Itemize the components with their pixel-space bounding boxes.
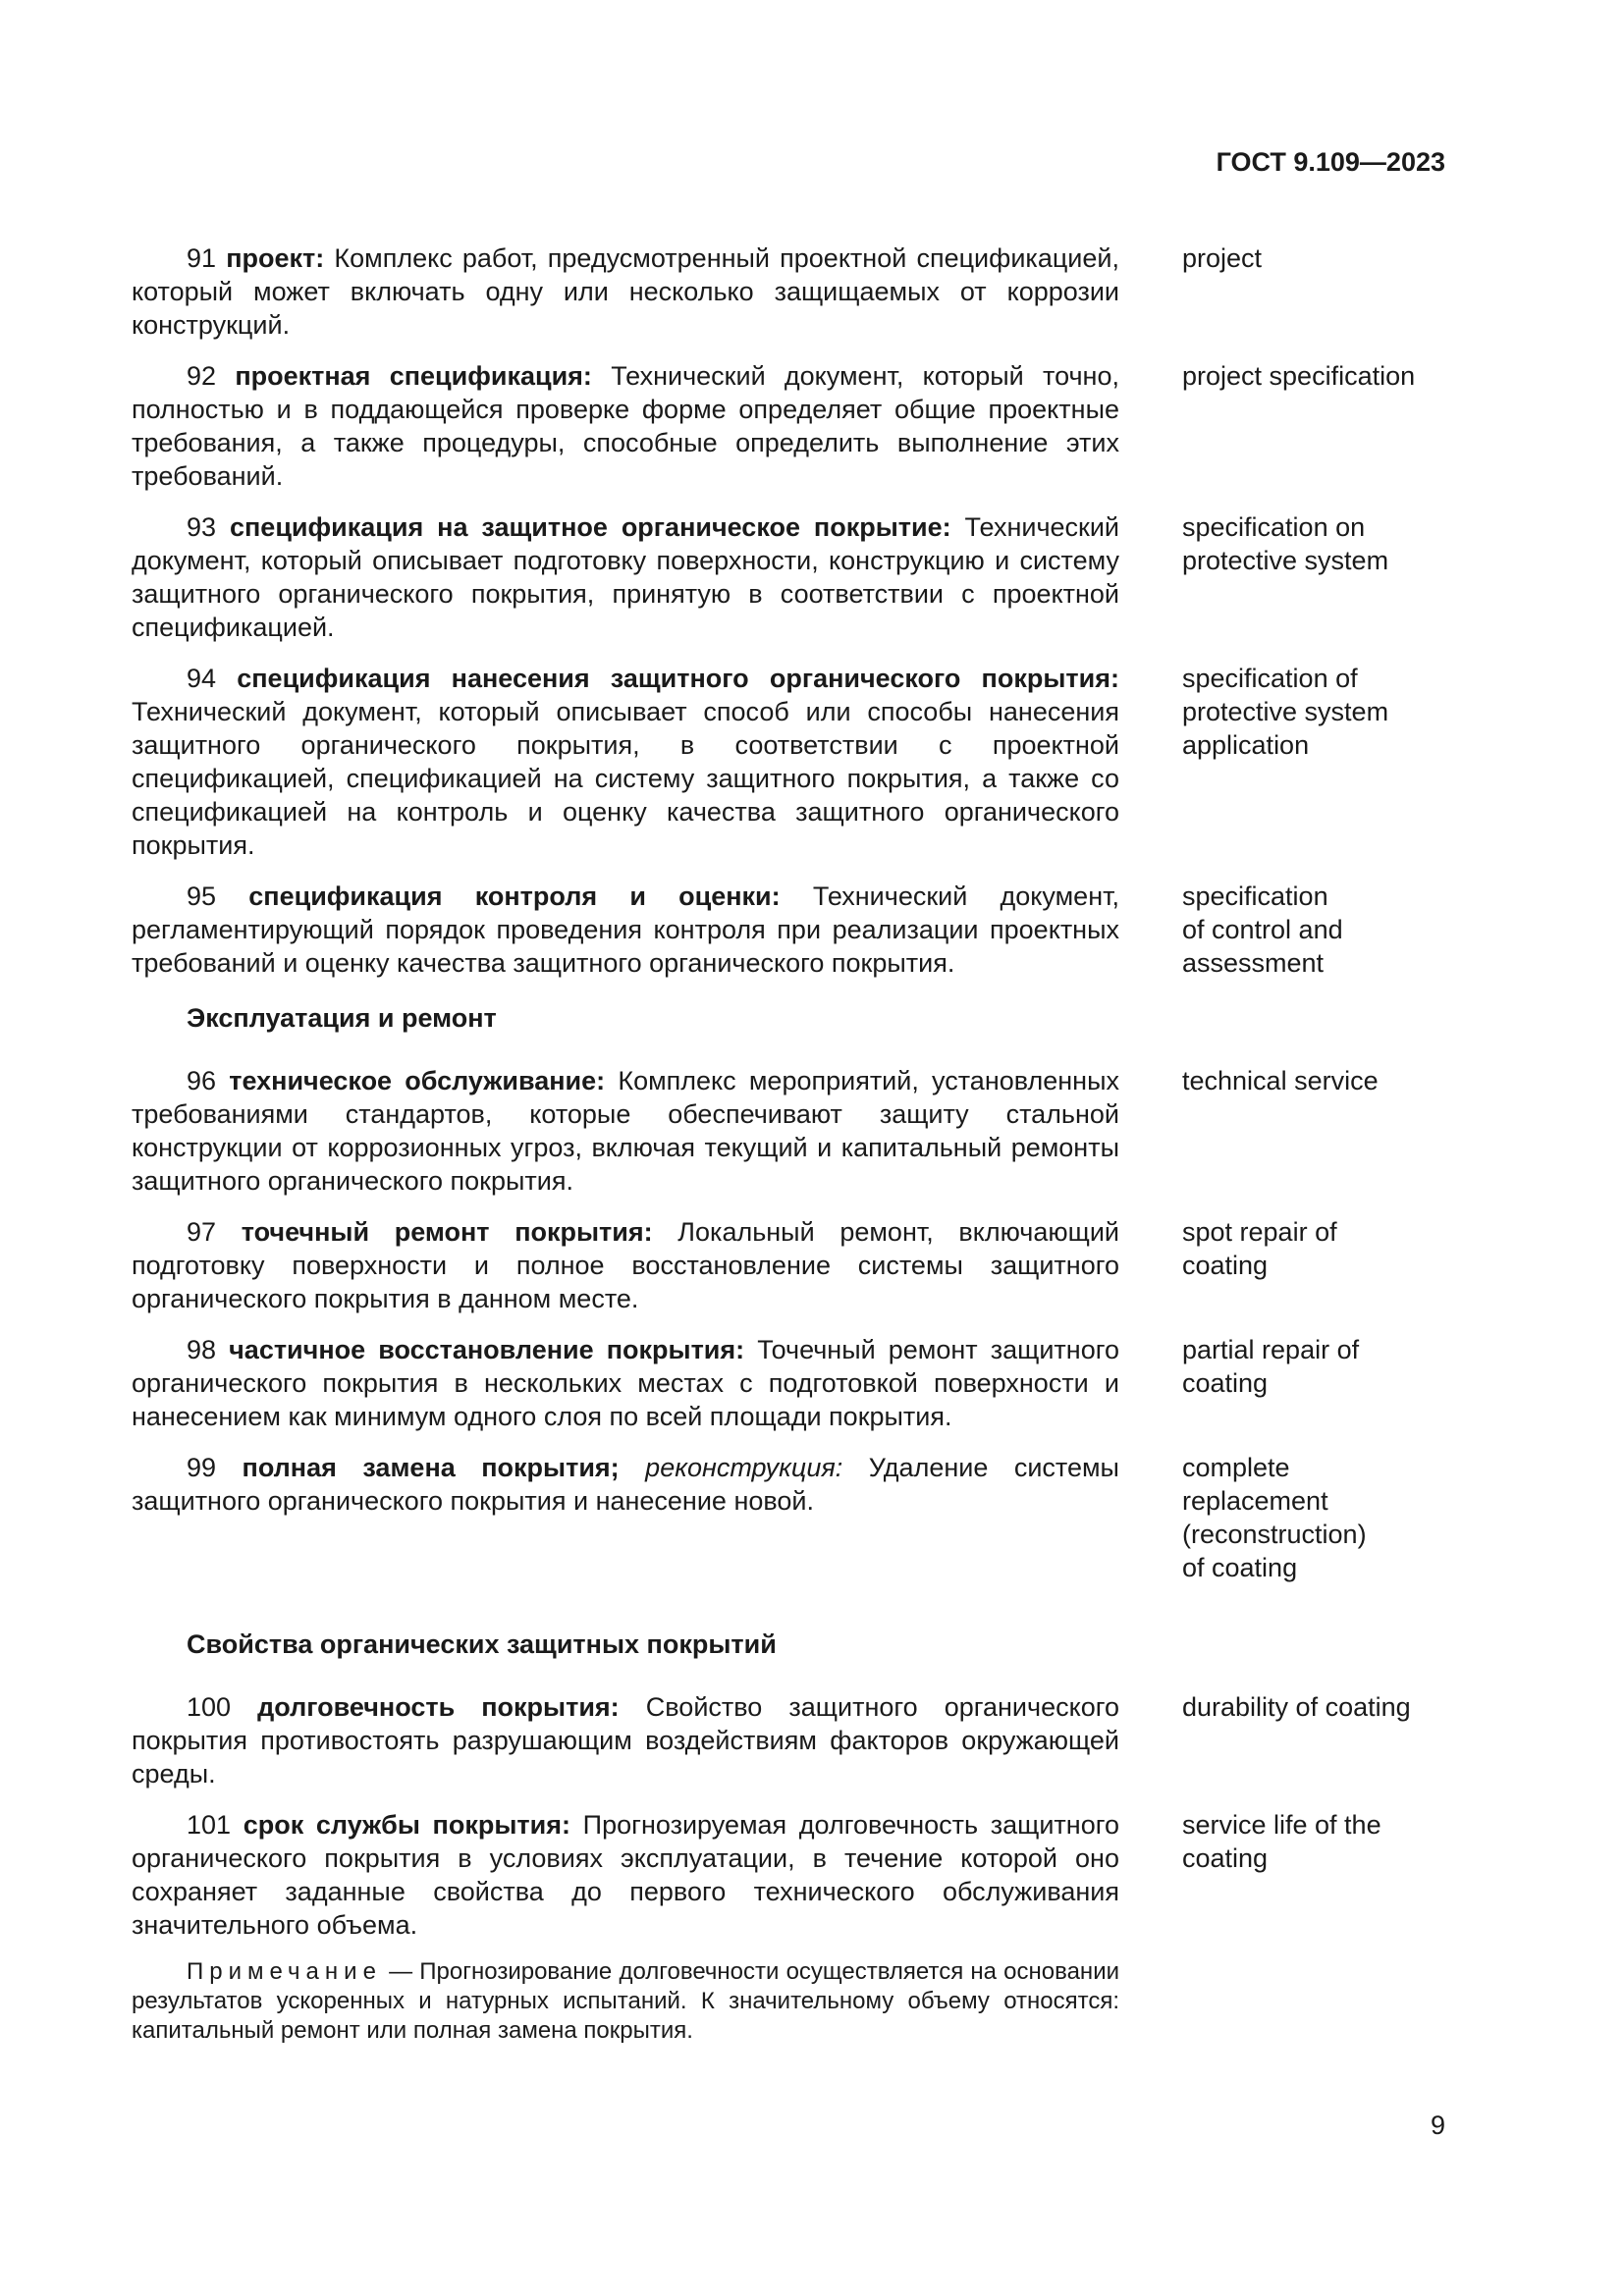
term-entry-92	[132, 359, 1447, 493]
term-number: 94	[187, 664, 217, 693]
term-definition: Свойство защитного органического покрытия противостоять разрушающим воздействиям факторов окружающей среды.	[132, 1692, 1119, 1789]
term-english: service life of the coating	[1182, 1810, 1381, 1873]
page-number: 9	[1430, 2110, 1445, 2140]
term-name: проектная спецификация:	[235, 361, 592, 391]
term-entry-94	[132, 662, 1447, 862]
note-label: Примечание	[187, 1958, 382, 1985]
term-number: 96	[187, 1066, 217, 1095]
term-text	[132, 1808, 1119, 1942]
term-text	[132, 662, 1119, 862]
term-number: 91	[187, 243, 217, 273]
term-entry-98	[132, 1333, 1447, 1433]
term-text	[132, 1333, 1119, 1433]
term-text	[132, 1690, 1119, 1790]
section-heading-properties: Свойства органических защитных покрытий	[187, 1629, 777, 1659]
note-text: — Прогнозирование долговечности осуществляется на основании результатов ускоренных и натурных испытаний. К значительному объему относятся: капитальный ремонт или полная замена покрытия.	[132, 1958, 1120, 2044]
term-name: спецификация нанесения защитного органического покрытия:	[237, 664, 1119, 693]
term-name: точечный ремонт покрытия:	[241, 1217, 653, 1247]
term-text	[132, 241, 1119, 342]
term-english: complete replacement (reconstruction) of coating	[1182, 1453, 1367, 1582]
term-definition: Прогнозируемая долговечность защитного органического покрытия в условиях эксплуатации, в течение которой оно сохраняет заданные свойства до первого технического обслуживания значительного объема.	[132, 1810, 1119, 1940]
term-text	[132, 359, 1119, 493]
term-entry-97	[132, 1215, 1447, 1315]
terms-group-b	[132, 1064, 1447, 1433]
term-text	[132, 880, 1119, 980]
term-name: долговечность покрытия:	[257, 1692, 620, 1722]
term-english: durability of coating	[1182, 1692, 1411, 1722]
term-text	[132, 1451, 1119, 1584]
term-english: specification on protective system	[1182, 512, 1389, 575]
term-definition: Комплекс работ, предусмотренный проектной спецификацией, который может включать одну или несколько защищаемых от коррозии конструкций.	[132, 243, 1119, 340]
term-number: 99	[187, 1453, 217, 1482]
document-id: ГОСТ 9.109—2023	[1216, 147, 1445, 177]
terms-group-a	[132, 241, 1447, 980]
section-heading-operation: Эксплуатация и ремонт	[187, 1003, 497, 1033]
term-name: срок службы покрытия:	[243, 1810, 570, 1840]
term-definition: Комплекс мероприятий, установленных требованиями стандартов, которые обеспечивают защиту стальной конструкции от коррозионных угроз, включая текущий и капитальный ремонты защитного органического покрытия.	[132, 1066, 1119, 1196]
term-definition: Удаление системы защитного органического покрытия и нанесение новой.	[132, 1453, 1119, 1516]
term-english: project specification	[1182, 361, 1416, 391]
term-name: частичное восстановление покрытия:	[229, 1335, 745, 1364]
term-text	[132, 1064, 1119, 1198]
term-number: 101	[187, 1810, 232, 1840]
term-name: спецификация на защитное органическое покрытие:	[229, 512, 951, 542]
terms-content	[132, 241, 1447, 2046]
term-definition: Технический документ, регламентирующий порядок проведения контроля при реализации проектных требований и оценку качества защитного органического покрытия.	[132, 881, 1119, 978]
term-number: 100	[187, 1692, 232, 1722]
term-english: spot repair of coating	[1182, 1217, 1337, 1280]
term-name: техническое обслуживание:	[229, 1066, 606, 1095]
term-definition: Технический документ, который описывает подготовку поверхности, конструкцию и систему защитного органического покрытия, принятую в соответствии с проектной спецификацией.	[132, 512, 1119, 642]
term-english: partial repair of coating	[1182, 1335, 1360, 1398]
term-entry-100	[132, 1690, 1447, 1790]
term-number: 92	[187, 361, 217, 391]
term-name: проект:	[226, 243, 325, 273]
note	[132, 1957, 1119, 2046]
term-synonym: реконструкция:	[645, 1453, 843, 1482]
term-name: полная замена покрытия;	[242, 1453, 620, 1482]
term-entry-91	[132, 241, 1447, 342]
term-number: 95	[187, 881, 217, 911]
term-entry-96	[132, 1064, 1447, 1198]
term-text	[132, 1215, 1119, 1315]
term-definition: Технический документ, который точно, полностью и в поддающейся проверке форме определяет общие проектные требования, а также процедуры, способные определить выполнение этих требований.	[132, 361, 1119, 491]
term-name: спецификация контроля и оценки:	[248, 881, 781, 911]
term-entry-93	[132, 510, 1447, 644]
term-entry-99	[132, 1451, 1447, 1584]
term-entry-95	[132, 880, 1447, 980]
term-english: technical service	[1182, 1066, 1379, 1095]
term-number: 93	[187, 512, 217, 542]
term-entry-101	[132, 1808, 1447, 1942]
term-number: 97	[187, 1217, 217, 1247]
term-english: project	[1182, 243, 1263, 273]
term-definition: Локальный ремонт, включающий подготовку поверхности и полное восстановление системы защитного органического покрытия в данном месте.	[132, 1217, 1119, 1313]
term-english: specification of control and assessment	[1182, 881, 1343, 978]
term-definition: Точечный ремонт защитного органического покрытия в нескольких местах с подготовкой поверхности и нанесением как минимум одного слоя по всей площади покрытия.	[132, 1335, 1119, 1431]
term-english: specification of protective system application	[1182, 664, 1389, 760]
terms-group-c	[132, 1690, 1447, 1942]
term-text	[132, 510, 1119, 644]
term-number: 98	[187, 1335, 217, 1364]
term-definition: Технический документ, который описывает способ или способы нанесения защитного органического покрытия, в соответствии с проектной спецификацией, спецификацией на систему защитного покрытия, а также со спецификацией на контроль и оценку качества защитного органического покрытия.	[132, 697, 1119, 860]
